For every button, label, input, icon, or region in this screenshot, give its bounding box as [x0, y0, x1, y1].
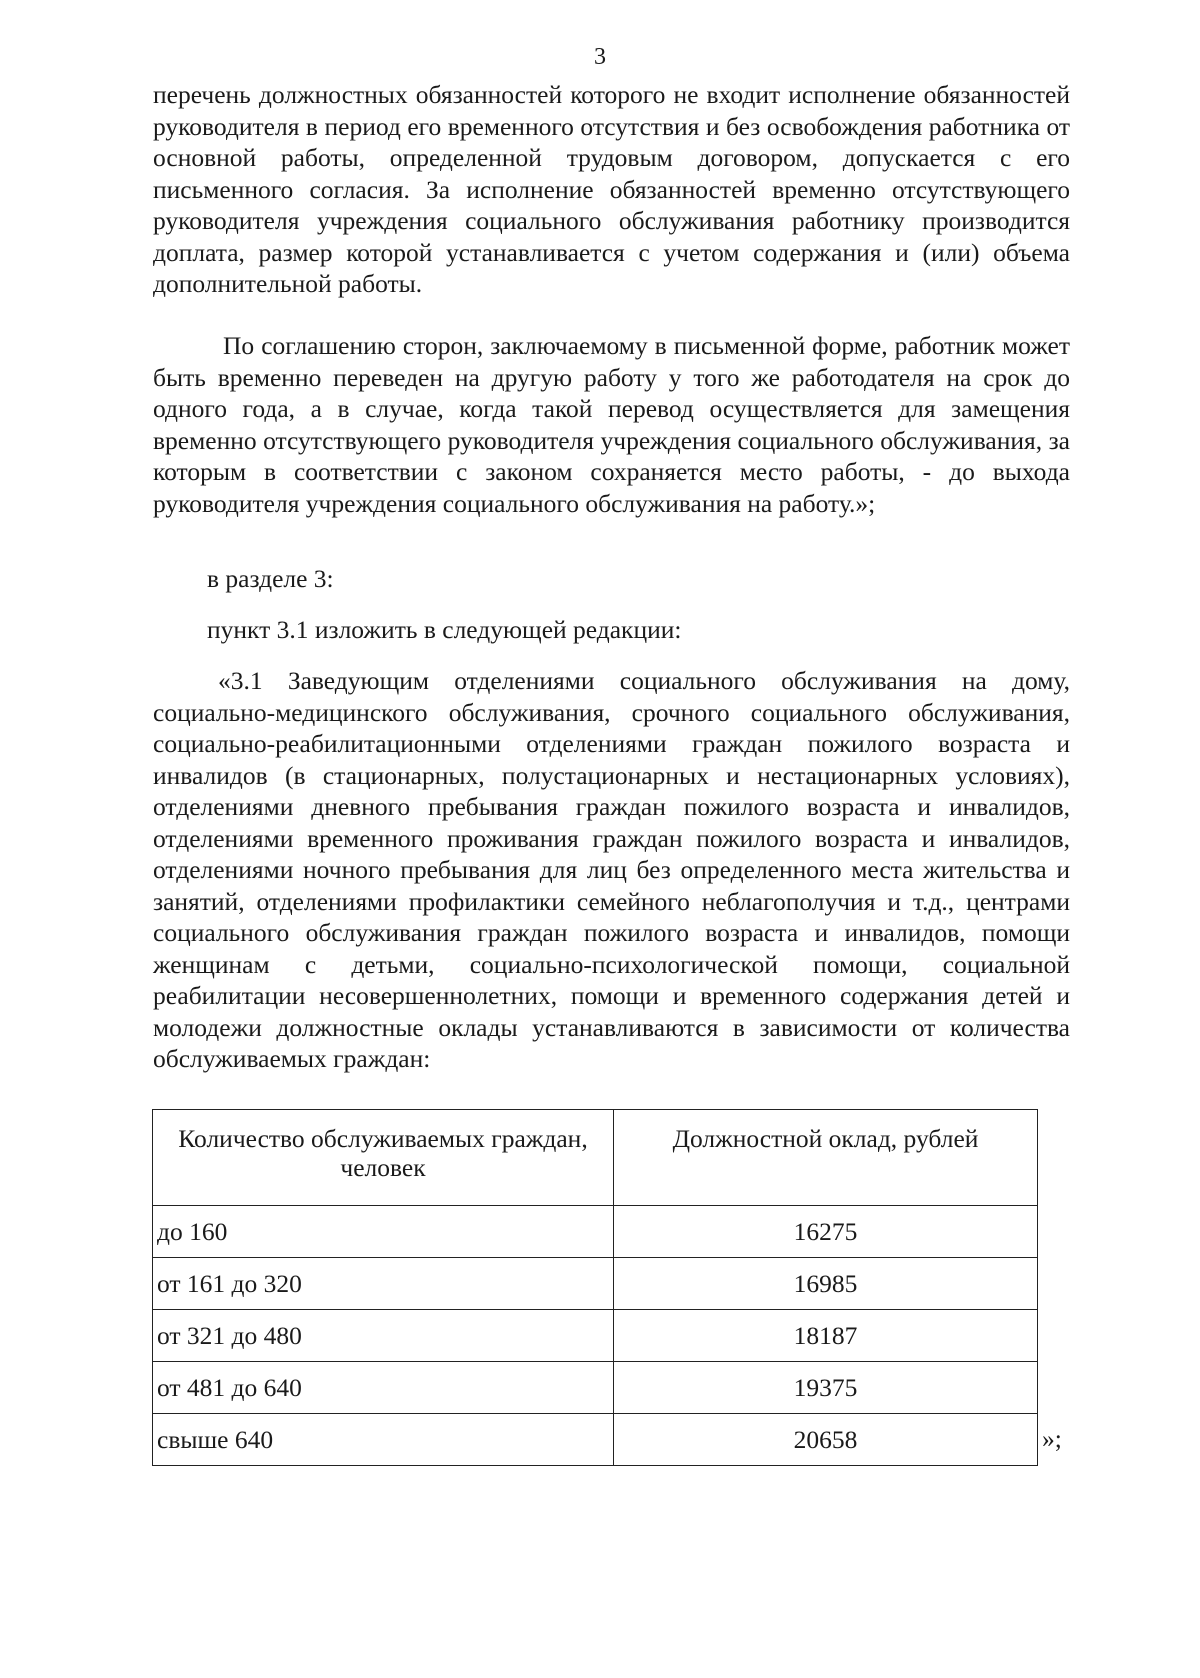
- column-header-salary: Должностной оклад, рублей: [614, 1110, 1038, 1206]
- table-header-row: [153, 1110, 1038, 1206]
- table-row: [153, 1258, 1038, 1310]
- citizens-count-cell: от 481 до 640: [153, 1362, 614, 1414]
- page-number: 3: [594, 44, 606, 70]
- salary-cell: 16985: [614, 1258, 1038, 1310]
- closing-quote-mark: »;: [1042, 1424, 1062, 1453]
- citizens-count-cell: свыше 640: [153, 1414, 614, 1466]
- citizens-count-cell: от 321 до 480: [153, 1310, 614, 1362]
- paragraph-temporary-transfer: По соглашению сторон, заключаемому в письменной форме, работник может быть временно переведен на другую работу у того же работодателя на срок до одного года, а в случае, когда такой перевод осуществляется для замещения временно отсутствующего руководителя учреждения социального обслуживания, за которым в соответствии с законом сохраняется место работы, - до выхода руководителя учреждения социального обслуживания на работу.»;: [153, 331, 1070, 518]
- paragraph-clause-3-1-text: «3.1 Заведующим отделениями социального обслуживания на дому, социально-медицинского обслуживания, срочного социального обслуживания, социально-реабилитационными отделениями граждан пожилого возраста и инвалидов (в стационарных, полустационарных и нестационарных условиях), отделениями дневного пребывания граждан пожилого возраста и инвалидов, отделениями временного проживания граждан пожилого возраста и инвалидов, отделениями ночного пребывания для лиц без определенного места жительства и занятий, отделениями профилактики семейного неблагополучия и т.д., центрами социального обслуживания граждан пожилого возраста и инвалидов, помощи женщинам с детьми, социально-психологической помощи, социальной реабилитации несовершеннолетних, помощи и временного содержания детей и молодежи должностные оклады устанавливаются в зависимости от количества обслуживаемых граждан:: [153, 666, 1070, 1073]
- salary-cell: 18187: [614, 1310, 1038, 1362]
- table-row: [153, 1362, 1038, 1414]
- salary-cell: 19375: [614, 1362, 1038, 1414]
- table-row: [153, 1414, 1038, 1466]
- citizens-count-cell: до 160: [153, 1206, 614, 1258]
- paragraph-section-3: в разделе 3:: [207, 564, 334, 593]
- salary-cell: 20658: [614, 1414, 1038, 1466]
- paragraph-duties-continuation: перечень должностных обязанностей которого не входит исполнение обязанностей руководителя в период его временного отсутствия и без освобождения работника от основной работы, определенной трудовым договором, допускается с его письменного согласия. За исполнение обязанностей временно отсутствующего руководителя учреждения социального обслуживания работнику производится доплата, размер которой устанавливается с учетом содержания и (или) объема дополнительной работы.: [153, 80, 1070, 298]
- table-row: [153, 1206, 1038, 1258]
- paragraph-clause-3-1-intro: пункт 3.1 изложить в следующей редакции:: [207, 615, 682, 644]
- salary-table: [152, 1109, 1038, 1466]
- table-row: [153, 1310, 1038, 1362]
- salary-cell: 16275: [614, 1206, 1038, 1258]
- citizens-count-cell: от 161 до 320: [153, 1258, 614, 1310]
- column-header-citizens-count: Количество обслуживаемых граждан, человек: [153, 1110, 614, 1206]
